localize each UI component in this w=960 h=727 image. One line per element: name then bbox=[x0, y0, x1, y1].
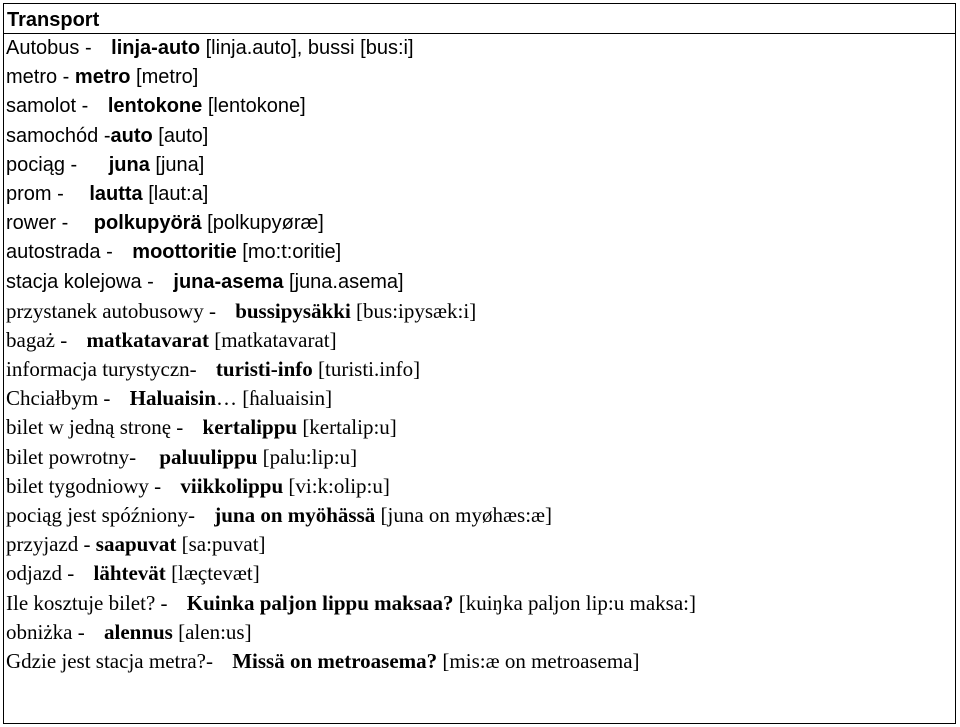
pronunciation: [alen:us] bbox=[172, 619, 252, 644]
pronunciation: [mo:t:oritie] bbox=[236, 241, 342, 264]
vocab-entry bbox=[6, 297, 955, 326]
polish-term: Gdzie jest stacja metra?- bbox=[6, 648, 219, 673]
finnish-term: moottoritie bbox=[132, 241, 237, 264]
finnish-term: juna bbox=[108, 153, 150, 176]
vocab-entry bbox=[6, 268, 955, 297]
table-header-row bbox=[4, 4, 955, 34]
polish-term: bilet w jedną stronę - bbox=[6, 415, 189, 440]
polish-term: samolot - bbox=[6, 95, 94, 118]
polish-term: stacja kolejowa - bbox=[6, 270, 160, 293]
polish-term: odjazd - bbox=[6, 561, 80, 586]
polish-term: informacja turystyczn- bbox=[6, 357, 202, 382]
pronunciation: [turisti.info] bbox=[312, 357, 421, 382]
pronunciation: [auto] bbox=[152, 124, 209, 147]
vocab-entry bbox=[6, 384, 955, 413]
finnish-term: metro bbox=[74, 66, 131, 89]
vocabulary-list bbox=[6, 34, 955, 676]
finnish-term: matkatavarat bbox=[86, 327, 209, 352]
pronunciation: [kuiŋka paljon lip:u maksa:] bbox=[453, 590, 696, 615]
finnish-term: saapuvat bbox=[95, 532, 177, 557]
pronunciation: [juna on myøhæs:æ] bbox=[375, 503, 553, 527]
polish-term: Autobus - bbox=[6, 37, 98, 59]
vocab-entry bbox=[6, 151, 955, 180]
polish-term: obniżka - bbox=[6, 619, 90, 644]
polish-term: pociąg - bbox=[6, 153, 83, 176]
pronunciation: [kertalip:u] bbox=[297, 415, 397, 440]
pronunciation: [juna.asema] bbox=[283, 270, 404, 293]
finnish-term: paluulippu bbox=[159, 444, 258, 469]
finnish-term: lautta bbox=[89, 182, 143, 205]
vocab-entry bbox=[6, 647, 955, 676]
vocab-entry bbox=[6, 34, 955, 63]
finnish-term: lentokone bbox=[107, 95, 203, 118]
polish-term: rower - bbox=[6, 212, 74, 235]
pronunciation: [sa:puvat] bbox=[176, 532, 266, 557]
vocab-entry bbox=[6, 355, 955, 384]
finnish-term: auto bbox=[110, 124, 153, 147]
vocab-entry bbox=[6, 618, 955, 647]
pronunciation: … [ɦaluaisin] bbox=[216, 386, 333, 411]
vocab-entry bbox=[6, 443, 955, 472]
pronunciation: [bus:ipysæk:i] bbox=[350, 298, 477, 323]
polish-term: bilet powrotny- bbox=[6, 444, 142, 469]
vocab-entry bbox=[6, 180, 955, 209]
document-title: Transport bbox=[7, 9, 100, 31]
vocab-entry bbox=[6, 122, 955, 151]
vocab-entry bbox=[6, 413, 955, 442]
polish-term: bagaż - bbox=[6, 327, 73, 352]
polish-term: przyjazd - bbox=[6, 532, 96, 557]
vocab-entry bbox=[6, 501, 955, 530]
vocab-entry bbox=[6, 63, 955, 92]
polish-term: prom - bbox=[6, 182, 70, 205]
polish-term: autostrada - bbox=[6, 241, 119, 264]
finnish-term: turisti-info bbox=[215, 357, 313, 382]
polish-term: metro - bbox=[6, 66, 75, 89]
vocab-entry bbox=[6, 92, 955, 121]
finnish-term: polkupyörä bbox=[93, 212, 202, 235]
pronunciation: [vi:k:olip:u] bbox=[283, 473, 390, 498]
finnish-term: juna on myöhässä bbox=[214, 503, 376, 527]
finnish-term: lähtevät bbox=[93, 561, 166, 586]
vocab-entry bbox=[6, 209, 955, 238]
pronunciation: [linja.auto], bussi [bus:i] bbox=[200, 37, 414, 59]
finnish-term: viikkolippu bbox=[180, 473, 284, 498]
polish-term: bilet tygodniowy - bbox=[6, 473, 167, 498]
finnish-term: bussipysäkki bbox=[235, 298, 351, 323]
finnish-term: Kuinka paljon lippu maksaa? bbox=[186, 590, 454, 615]
finnish-term: linja-auto bbox=[111, 37, 201, 59]
pronunciation: [juna] bbox=[149, 153, 205, 176]
polish-term: Chciałbym - bbox=[6, 386, 116, 411]
pronunciation: [metro] bbox=[130, 66, 199, 89]
pronunciation: [mis:æ on metroasema] bbox=[437, 648, 640, 673]
polish-term: pociąg jest spóźniony- bbox=[6, 503, 201, 527]
polish-term: przystanek autobusowy - bbox=[6, 298, 222, 323]
finnish-term: alennus bbox=[103, 619, 173, 644]
vocab-entry bbox=[6, 238, 955, 267]
vocab-entry bbox=[6, 326, 955, 355]
vocab-entry bbox=[6, 559, 955, 588]
pronunciation: [palu:lip:u] bbox=[257, 444, 358, 469]
pronunciation: [polkupyøræ] bbox=[201, 212, 324, 235]
pronunciation: [laut:a] bbox=[142, 182, 209, 205]
vocabulary-table bbox=[3, 3, 956, 724]
polish-term: Ile kosztuje bilet? - bbox=[6, 590, 173, 615]
finnish-term: Haluaisin bbox=[129, 386, 217, 411]
pronunciation: [lentokone] bbox=[202, 95, 306, 118]
finnish-term: Missä on metroasema? bbox=[232, 648, 438, 673]
polish-term: samochód - bbox=[6, 124, 111, 147]
finnish-term: kertalippu bbox=[202, 415, 298, 440]
vocab-entry bbox=[6, 472, 955, 501]
pronunciation: [matkatavarat] bbox=[208, 327, 337, 352]
finnish-term: juna-asema bbox=[173, 270, 284, 293]
vocab-entry bbox=[6, 530, 955, 559]
vocab-entry bbox=[6, 589, 955, 618]
pronunciation: [læçtevæt] bbox=[165, 561, 260, 586]
